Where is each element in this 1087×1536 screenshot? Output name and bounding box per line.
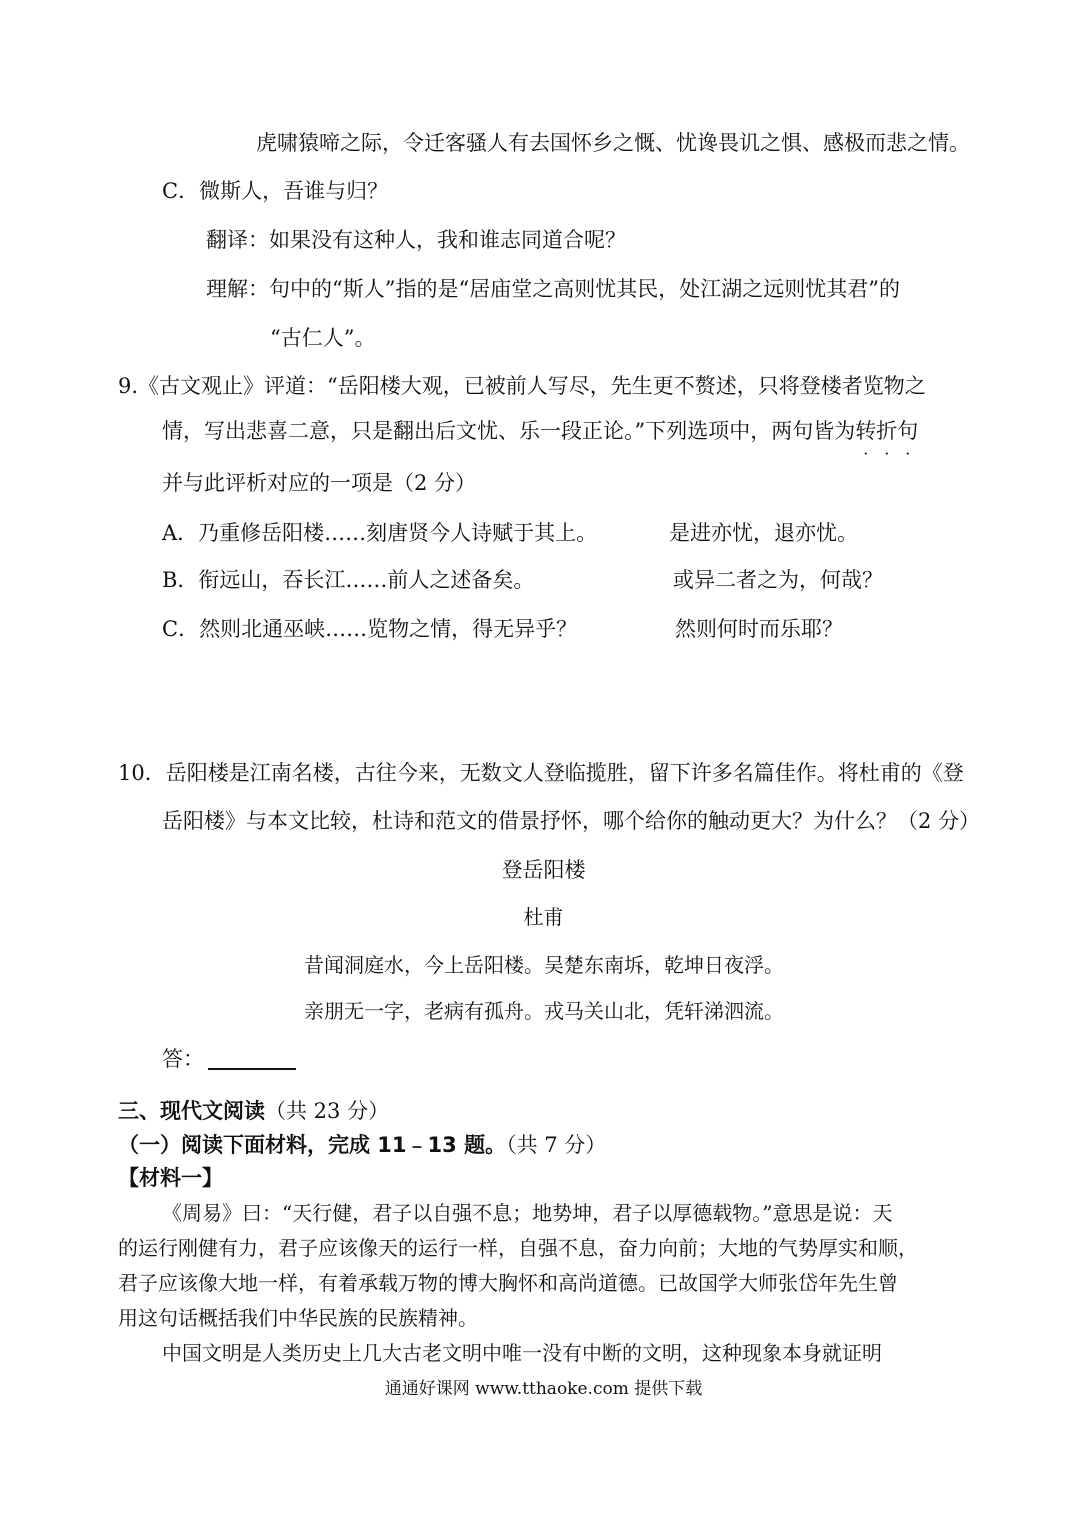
answer-label: 答： <box>162 1047 204 1071</box>
q9-stem-line1: 9.《古文观止》评道：“岳阳楼大观，已被前人写尽，先生更不赘述，只将登楼者览物之 <box>118 374 926 398</box>
q10-stem-line1: 10．岳阳楼是江南名楼，古往今来，无数文人登临揽胜，留下许多名篇佳作。将杜甫的《登 <box>118 761 964 785</box>
subsection-title-score: （共 7 分） <box>506 1133 607 1157</box>
poem-line: 昔闻洞庭水，今上岳阳楼。吴楚东南坼，乾坤日夜浮。 <box>304 953 784 977</box>
q9-stem-line3: 并与此评析对应的一项是（2 分） <box>162 471 477 495</box>
emphasis-char: 折 <box>876 419 898 443</box>
q9-option-a-second: 是进亦忧，退亦忧。 <box>669 521 858 545</box>
material-paragraph-line-2: 中国文明是人类历史上几大古老文明中唯一没有中断的文明，这种现象本身就证明 <box>162 1341 882 1365</box>
poem-title: 登岳阳楼 <box>501 858 586 882</box>
answer-blank[interactable] <box>208 1046 296 1070</box>
emphasis-char: 转 <box>855 419 877 443</box>
q8-c-translation: 翻译：如果没有这种人，我和谁志同道合呢？ <box>206 228 626 252</box>
material-paragraph-line: 《周易》曰：“天行健，君子以自强不息；地势坤，君子以厚德载物。”意思是说：天 <box>162 1201 893 1225</box>
section-title <box>118 1096 389 1126</box>
q9-option-c: C．然则北通巫峡……览物之情，得无异乎？ <box>162 617 578 641</box>
q9-stem-line2-text: 情，写出悲喜二意，只是翻出后文忧、乐一段正论。”下列选项中，两句皆为 <box>162 419 856 443</box>
q9-option-c-second: 然则何时而乐耶？ <box>675 617 843 641</box>
q9-option-b-second: 或异二者之为，何哉？ <box>673 568 883 592</box>
q8-option-c: C．微斯人，吾谁与归？ <box>162 179 389 203</box>
page-footer: 通通好课网 www.tthaoke.com 提供下载 <box>384 1379 703 1399</box>
q8-b-continuation: 虎啸猿啼之际，令迁客骚人有去国怀乡之慨、忧谗畏讥之惧、感极而悲之情。 <box>256 131 970 155</box>
q9-stem-line2 <box>162 416 918 446</box>
answer-line <box>162 1044 296 1074</box>
emphasis-char: 句 <box>897 419 919 443</box>
q8-c-understanding: 理解：句中的“斯人”指的是“居庙堂之高则忧其民，处江湖之远则忧其君”的 <box>206 277 900 301</box>
q8-c-understanding-cont: “古仁人”。 <box>270 326 376 350</box>
material-label: 【材料一】 <box>118 1166 223 1190</box>
material-paragraph-line: 君子应该像大地一样，有着承载万物的博大胸怀和高尚道德。已故国学大师张岱年先生曾 <box>118 1271 898 1295</box>
subsection-title-text: （一）阅读下面材料，完成 11﹣13 题。 <box>118 1133 507 1157</box>
poem-line: 亲朋无一字，老病有孤舟。戎马关山北，凭轩涕泗流。 <box>304 999 784 1023</box>
subsection-title <box>118 1130 606 1160</box>
section-title-score: （共 23 分） <box>265 1099 390 1123</box>
material-paragraph-line: 用这句话概括我们中华民族的民族精神。 <box>118 1306 478 1330</box>
material-paragraph-line: 的运行刚健有力，君子应该像天的运行一样，自强不息，奋力向前；大地的气势厚实和顺， <box>118 1236 918 1260</box>
q10-stem-line2: 岳阳楼》与本文比较，杜诗和范文的借景抒怀，哪个给你的触动更大？为什么？（2 分） <box>162 809 981 833</box>
poem-author: 杜甫 <box>523 905 564 929</box>
q9-option-a: A．乃重修岳阳楼……刻唐贤今人诗赋于其上。 <box>162 521 598 545</box>
section-title-text: 三、现代文阅读 <box>118 1099 265 1123</box>
q9-option-b: B．衔远山，吞长江……前人之述备矣。 <box>162 568 535 592</box>
